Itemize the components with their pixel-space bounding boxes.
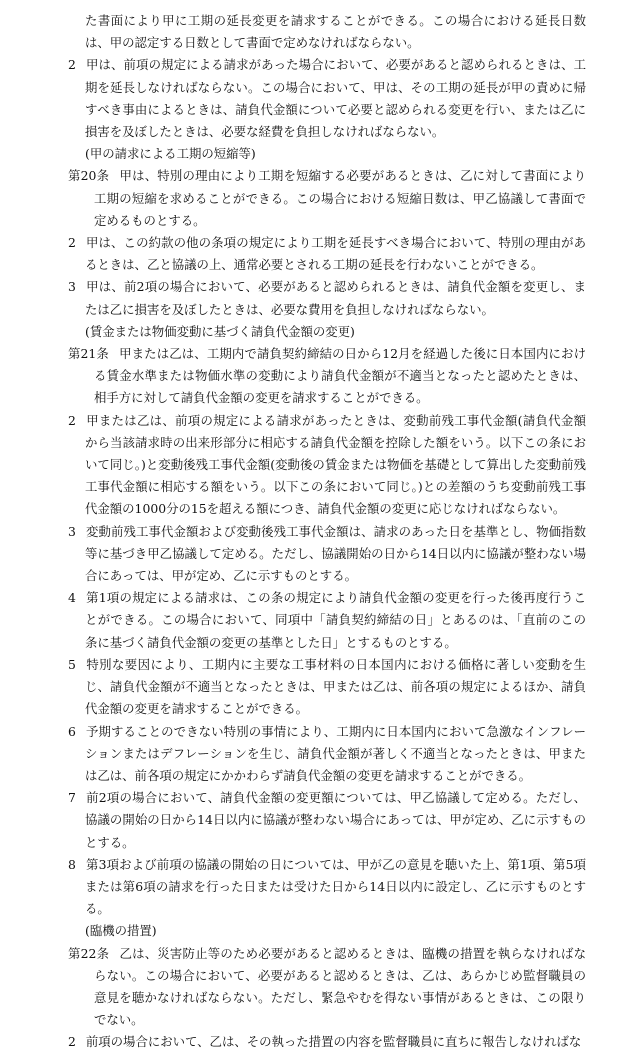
article-21-caption: (賃金または物価変動に基づく請負代金額の変更) <box>85 323 355 339</box>
article-22-caption: (臨機の措置) <box>85 923 157 939</box>
article-22: 第22条 乙は、災害防止等のため必要があると認めるときは、臨機の措置を執らなければならない。この場合において、必要があると認めるときは、乙は、あらかじめ監督職員の意見を聴かなければならない。ただし、緊急やむを得ない事情があるときは、この限りでない。 <box>68 945 586 1028</box>
clause-21-6: 6 予期することのできない特別の事情により、工期内に日本国内において急激なインフレーションまたはデフレーションを生じ、請負代金額が著しく不適当となったときは、甲または乙は、前各項の規定にかかわらず請負代金額の変更を請求することができる。 <box>68 723 586 783</box>
clause-21-3: 3 変動前残工事代金額および変動後残工事代金額は、請求のあった日を基準とし、物価指数等に基づき甲乙協議して定める。ただし、協議開始の日から14日以内に協議が整わない場合にあっては、甲が定め、乙に示すものとする。 <box>68 523 586 584</box>
clause-21-8: 8 第3項および前項の協議の開始の日については、甲が乙の意見を聴いた上、第1項、第5項または第6項の請求を行った日または受けた日から14日以内に設定し、乙に示すものとする。 <box>68 856 586 917</box>
article-20-caption: (甲の請求による工期の短縮等) <box>85 146 256 162</box>
paragraph-continuation: た書面により甲に工期の延長変更を請求することができる。この場合における延長日数は、甲の認定する日数として書面で定めなければならない。 <box>85 13 586 51</box>
clause-19-2: 2 甲は、前項の規定による請求があった場合において、必要があると認められるときは、工期を延長しなければならない。この場合において、甲は、その工期の延長が甲の責めに帰すべき事由によるときは、請負代金額について必要と認められる変更を行い、または乙に損害を及ぼしたときは、必要な経費を負担しなければならない。 <box>68 57 586 140</box>
article-20: 第20条 甲は、特別の理由により工期を短縮する必要があるときは、乙に対して書面により工期の短縮を求めることができる。この場合における短縮日数は、甲乙協議して書面で定めるものとする。 <box>68 168 586 228</box>
clause-20-3: 3 甲は、前2項の場合において、必要があると認められるときは、請負代金額を変更し、または乙に損害を及ぼしたときは、必要な費用を負担しなければならない。 <box>68 279 586 317</box>
clause-21-4: 4 第1項の規定による請求は、この条の規定により請負代金額の変更を行った後再度行うことができる。この場合において、同項中「請負契約締結の日」とあるのは、「直前のこの条に基づく請負代金額の変更の基準とした日」とするものとする。 <box>68 590 586 650</box>
clause-21-2: 2 甲または乙は、前項の規定による請求があったときは、変動前残工事代金額(請負代金額から当該請求時の出来形部分に相応する請負代金額を控除した額をいう。以下この条において同じ。)と変動後残工事代金額(変動後の賃金または物価を基礎として算出した変動前残工事代金額に相応する額をいう。以下この条において同じ。)との差額のうち変動前残工事代金額の1000分の15を超える額につき、請負代金額の変更に応じなければならない。 <box>68 412 586 517</box>
clause-21-7: 7 前2項の場合において、請負代金額の変更額については、甲乙協議して定める。ただし、協議の開始の日から14日以内に協議が整わない場合にあっては、甲が定め、乙に示すものとする。 <box>68 790 586 850</box>
article-21: 第21条 甲または乙は、工期内で請負契約締結の日から12月を経過した後に日本国内における賃金水準または物価水準の変動により請負代金額が不適当となったと認めたときは、相手方に対して請負代金額の変更を請求することができる。 <box>68 346 586 406</box>
clause-21-5: 5 特別な要因により、工期内に主要な工事材料の日本国内における価格に著しい変動を生じ、請負代金額が不適当となったときは、甲または乙は、前各項の規定によるほか、請負代金額の変更を請求することができる。 <box>68 656 586 717</box>
clause-22-2: 2 前項の場合において、乙は、その執った措置の内容を監督職員に直ちに報告しなければな <box>68 1034 582 1050</box>
clause-20-2: 2 甲は、この約款の他の条項の規定により工期を延長すべき場合において、特別の理由があるときは、乙と協議の上、通常必要とされる工期の延長を行わないことができる。 <box>68 235 586 273</box>
